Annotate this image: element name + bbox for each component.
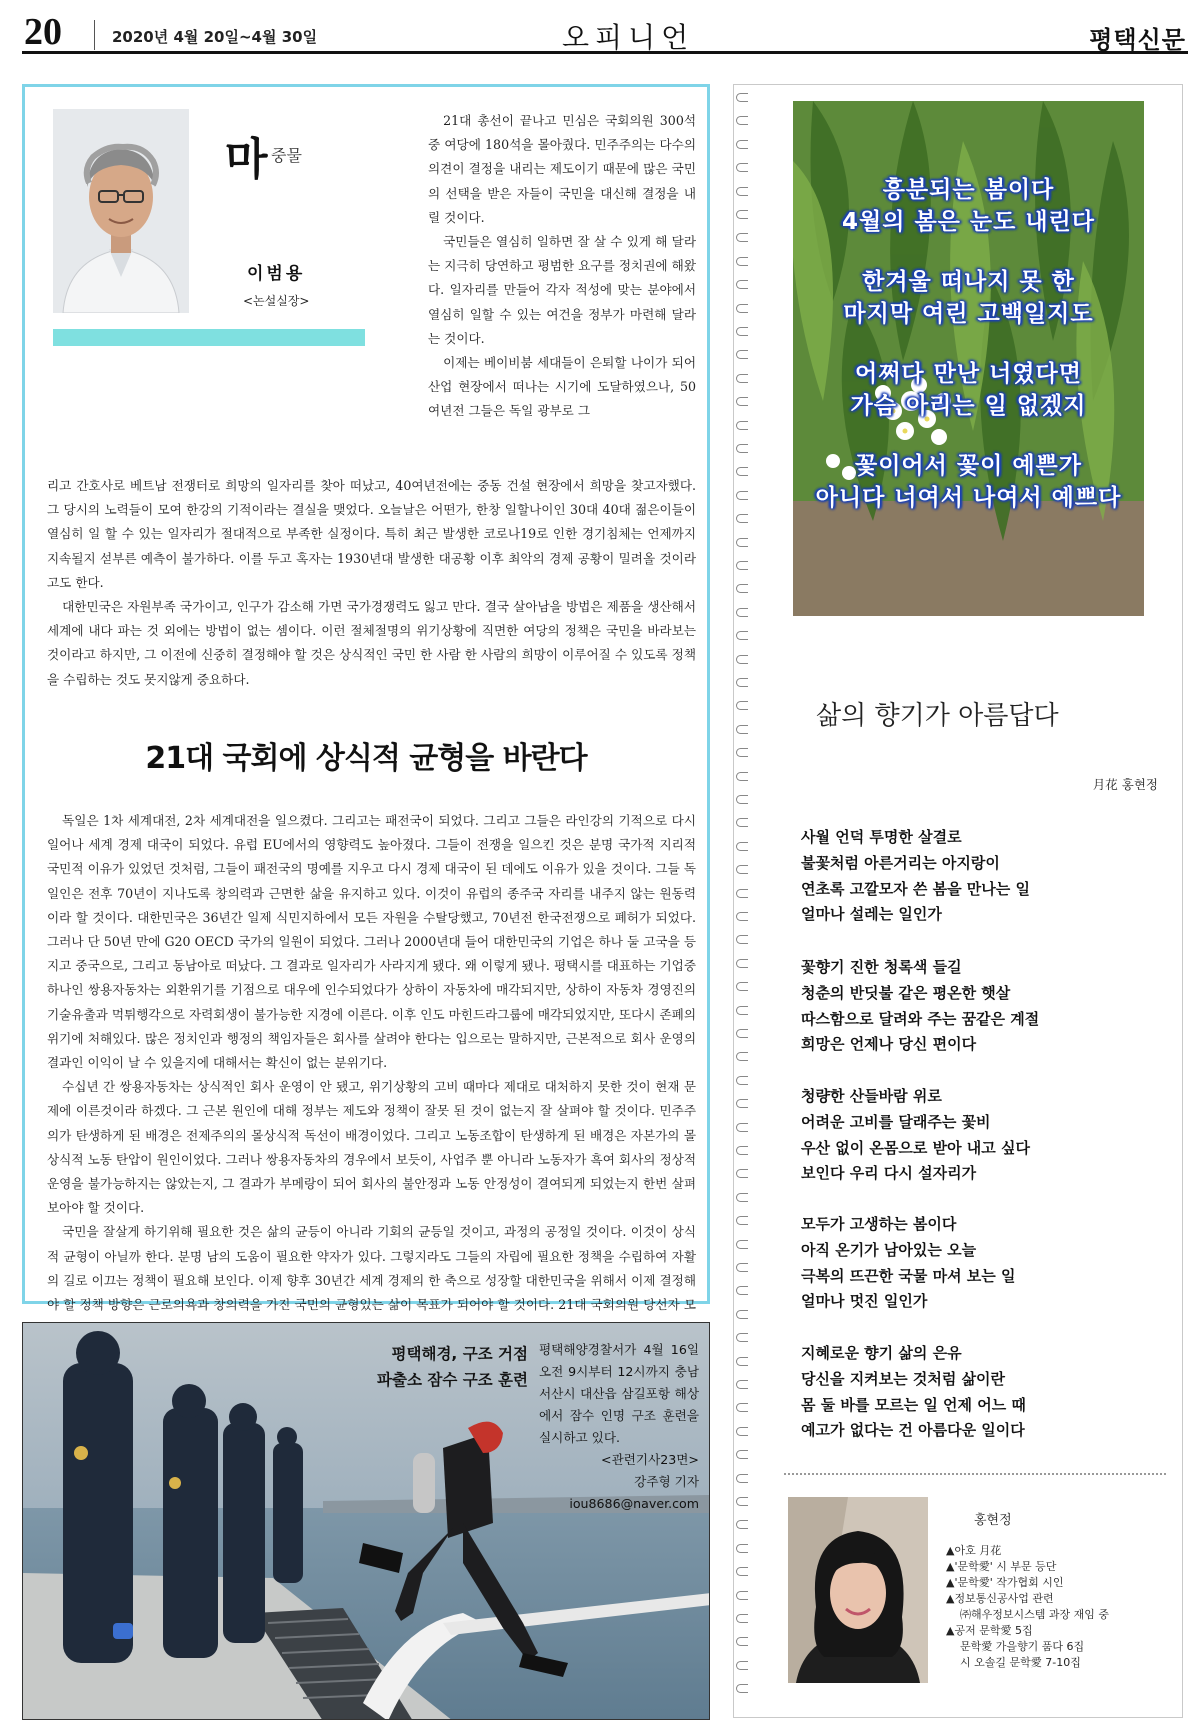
ring-icon xyxy=(736,1169,748,1178)
paragraph: 국민들은 열심히 일하면 잘 살 수 있게 해 달라는 지극히 당연하고 평범한 요구를 정치권에 해왔다. 일자리를 만들어 각자 적성에 맞는 분야에서 열심히 일할 수 있는 여건을 정부가 마련해 달라는 것이다. xyxy=(428,234,696,346)
poem-stanza xyxy=(801,825,1161,928)
ring-icon xyxy=(736,631,748,640)
ring-icon xyxy=(736,1333,748,1342)
ring-icon xyxy=(736,1006,748,1015)
poem-stanza xyxy=(801,1084,1161,1187)
ring-icon xyxy=(736,959,748,968)
ring-icon xyxy=(736,1427,748,1436)
poem-line: 희망은 언제나 당신 편이다 xyxy=(801,1035,977,1054)
ring-icon xyxy=(736,210,748,219)
photo-poem-line: 마지막 여린 고백일지도 xyxy=(843,301,1094,327)
ring-icon xyxy=(736,327,748,336)
ring-icon xyxy=(736,444,748,453)
ring-icon xyxy=(736,795,748,804)
issue-date: 2020년 4월 20일~4월 30일 xyxy=(112,28,318,46)
intro-text xyxy=(428,109,696,424)
poem-line: 모두가 고생하는 봄이다 xyxy=(801,1215,957,1233)
ring-icon xyxy=(736,1567,748,1576)
poem-stanza xyxy=(801,1212,1161,1315)
poet-bio-line: ▲'문학愛' 작가협회 시인 xyxy=(946,1576,1064,1589)
ring-icon xyxy=(736,1474,748,1483)
body-text-upper xyxy=(47,474,696,692)
photo-poem-line: 가슴 아리는 일 없겠지 xyxy=(850,393,1087,419)
ring-icon xyxy=(736,678,748,687)
photo-title xyxy=(333,1341,528,1393)
ring-icon xyxy=(736,304,748,313)
ring-icon xyxy=(736,1520,748,1529)
ring-icon xyxy=(736,1544,748,1553)
ring-icon xyxy=(736,1357,748,1366)
poet-bio-line: 문학愛 가을향기 품다 6집 xyxy=(960,1640,1085,1653)
author-name: 이범용 xyxy=(247,264,306,284)
ring-icon xyxy=(736,889,748,898)
ring-icon xyxy=(736,1052,748,1061)
poet-bio-line: ▲'문학愛' 시 부문 등단 xyxy=(946,1560,1057,1573)
poem-stanza xyxy=(801,1341,1161,1444)
ring-icon xyxy=(736,1591,748,1600)
ring-icon xyxy=(736,865,748,874)
ring-icon xyxy=(736,1614,748,1623)
ring-icon xyxy=(736,1380,748,1389)
poem-title: 삶의 향기가 아름답다 xyxy=(816,701,1059,731)
ring-icon xyxy=(736,163,748,172)
poet-bio-line: ㈜해우정보시스템 과장 재임 중 xyxy=(960,1608,1110,1621)
ring-icon xyxy=(736,1240,748,1249)
ring-icon xyxy=(736,93,748,102)
column-title: 마 xyxy=(225,134,268,185)
ring-icon xyxy=(736,818,748,827)
paragraph: 독일은 1차 세계대전, 2차 세계대전을 일으켰다. 그리고는 패전국이 되었다. 그리고 그들은 라인강의 기적으로 다시 일어나 세계 경제 대국이 되었다. 유럽 EU에서의 영향력도 높아졌다. 그들이 전쟁을 일으킨 것은 분명 국가적 지리적 국민적 이유가 있었던 것처럼, 그들이 패전국의 명예를 지우고 다시 경제 대국이 된 데에도 이유가 있을 것이다. 그들 독일인은 전후 70년이 지나도록 창의력과 근면한 삶을 유지하고 있다. 이것이 유럽의 종주국 자리를 내주지 않는 원동력이라 할 것이다. 대한민국은 36년간 일제 식민지하에서 모든 자원을 수탈당했고, 70년전 한국전쟁으로 폐허가 되었다. 그러나 단 50년 만에 G20 OECD 국가의 일원이 되었다. 그러나 2000년대 들어 대한민국의 기업은 하나 둘 고국을 등지고 중국으로, 그리고 동남아로 떠났다. 그 결과로 일자리가 사라지게 됐다. 왜 이렇게 됐나. 평택시를 대표하는 기업중 하나인 쌍용자동차는 외환위기를 기점으로 대우에 인수되었다가 상하이 자동차에 매각되지만, 상하이 자동차 경영진의 기술유출과 먹튀행각으로 자력회생이 불가능한 지경에 이른다. 이후 인도 마힌드라그룹에 매각되었지만, 또다시 존폐의 위기에 처해있다. 많은 정치인과 행정의 책임자들은 회사를 살려야 한다는 입으로는 말하지만, 근본적으로 회사 운영의 결과인 이익이 날 수 있을지에 대해서는 확신이 없는 분위기다. xyxy=(47,813,696,1071)
ring-icon xyxy=(736,538,748,547)
ring-icon xyxy=(736,725,748,734)
poet-bio xyxy=(946,1543,1176,1671)
masthead-divider xyxy=(94,20,95,50)
photo-poem-line: 아니다 너여서 나여서 예쁘다 xyxy=(815,485,1122,511)
poet-photo xyxy=(788,1497,928,1683)
poem-stanza xyxy=(801,955,1161,1058)
ring-icon xyxy=(736,1123,748,1132)
ring-icon xyxy=(736,1216,748,1225)
photo-news xyxy=(22,1322,710,1720)
ring-icon xyxy=(736,1286,748,1295)
ring-icon xyxy=(736,1497,748,1506)
poet-name: 홍현정 xyxy=(974,1513,1012,1528)
ring-icon xyxy=(736,1099,748,1108)
accent-bar xyxy=(53,329,365,346)
reporter-email[interactable]: iou8686@naver.com xyxy=(569,1496,699,1511)
photo-title-line: 평택해경, 구조 거점 xyxy=(391,1345,528,1363)
paragraph: 수십년 간 쌍용자동차는 상식적인 회사 운영이 안 됐고, 위기상황의 고비 때마다 제대로 대처하지 못한 것이 현재 문제에 이른것이라 하겠다. 그 근본 원인에 대해 정부는 제도와 정책이 잘못 된 것이 없는지 잘 살펴야 할 것이다. 민주주의가 탄생하게 된 배경은 전제주의의 몰상식적 독선이 배경이었다. 그리고 노동조합이 탄생하게 된 배경은 자본가의 몰상식적 노동 탄압이 원인이었다. 그러나 쌍용자동차의 경우에서 보듯이, 사업주 뿐 아니라 노동자가 흑여 회사의 정상적 운영을 불가능하지는 않았는지, 그 결과가 부메랑이 되어 회사의 불안정과 노동 안정성이 결여되게 되었는지 한번 살펴보아야 할 것이다. xyxy=(47,1079,696,1216)
ring-icon xyxy=(736,514,748,523)
paper-name: 평택신문 xyxy=(1089,25,1186,54)
column-title-small: 중물 xyxy=(271,146,302,165)
reporter: 강주형 기자 xyxy=(634,1474,699,1489)
ring-icon xyxy=(736,1403,748,1412)
poem-author: 月花 홍현정 xyxy=(1092,777,1158,792)
paragraph: 대한민국은 자원부족 국가이고, 인구가 감소해 가면 국가경쟁력도 잃고 만다. 결국 살아남을 방법은 제품을 생산해서 세계에 내다 파는 것 외에는 방법이 없는 셈이다. 이런 절체절명의 위기상황에 직면한 여당의 정책은 국민을 바라보는 것이라고 하지만, 그 이전에 신중히 결정해야 할 것은 상식적인 국민 한 사람 한 사람의 희망이 이루어질 수 있도록 정책을 수립하는 것도 못지않게 중요하다. xyxy=(47,599,696,687)
photo-poem-line: 흥분되는 봄이다 xyxy=(882,177,1055,203)
poem-line: 어려운 고비를 달래주는 꽃비 xyxy=(801,1112,991,1131)
ring-icon xyxy=(736,1193,748,1202)
ring-icon xyxy=(736,1263,748,1272)
author-photo xyxy=(53,109,189,313)
poem-line: 불꽃처럼 아른거리는 아지랑이 xyxy=(801,853,1000,872)
photo-poem-line: 4월의 봄은 눈도 내린다 xyxy=(842,209,1095,235)
ring-icon xyxy=(736,280,748,289)
ring-icon xyxy=(736,491,748,500)
ring-icon xyxy=(736,1146,748,1155)
ring-icon xyxy=(736,350,748,359)
poem-line: 사월 언덕 투명한 살결로 xyxy=(801,828,962,846)
ring-icon xyxy=(736,467,748,476)
ring-icon xyxy=(736,772,748,781)
ring-icon xyxy=(736,1029,748,1038)
ring-icon xyxy=(736,116,748,125)
ring-icon xyxy=(736,561,748,570)
body-text-lower xyxy=(47,809,696,1341)
dotted-divider xyxy=(784,1473,1166,1475)
opinion-column xyxy=(22,84,710,1313)
poem-line: 예고가 없다는 건 아름다운 일이다 xyxy=(801,1421,1025,1440)
paragraph: 국민을 잘살게 하기위해 필요한 것은 삶의 균등이 아니라 기회의 균등일 것이고, 과정의 공정일 것이다. 이것이 상식적 균형이 아닐까 한다. 분명 남의 도움이 필요한 약자가 있다. 그렇지라도 그들의 자립에 필요한 정책을 수립하여 자활의 길로 이끄는 정책이 필요해 보인다. 이제 향후 30년간 세계 경제의 한 축으로 성장할 대한민국을 위해서 이제 결정해야 할 정책 방향은 근로의욕과 창의력을 가진 국민의 균형있는 삶이 목표가 되어야 할 것이다. 21대 국회의원 당선자 모 xyxy=(47,1224,696,1313)
ring-icon xyxy=(736,1450,748,1459)
related-article: <관련기사23면> xyxy=(601,1452,699,1467)
ring-icon xyxy=(736,1637,748,1646)
paragraph: 리고 간호사로 베트남 전쟁터로 희망의 일자리를 찾아 떠났고, 40여년전에는 중동 건설 현장에서 희망을 찾고자했다. 그 당시의 노력들이 모여 한강의 기적이라는 결실을 맺었다. 오늘날은 어떤가, 한창 일할나이인 30대 40대 젊은이들이 열심히 일 할 수 있는 일자리가 절대적으로 부족한 실정이다. 특히 최근 발생한 코로나19로 인한 경기침체는 언제까지 지속될지 섣부른 예측이 불가하다. 이를 두고 혹자는 1930년대 발생한 대공황 이후 최악의 경제 공황이 밀려올 것이라고도 한다. xyxy=(47,478,696,590)
poem-line: 얼마나 설레는 일인가 xyxy=(801,905,942,924)
ring-icon xyxy=(736,608,748,617)
ring-icon xyxy=(736,233,748,242)
photo-poem-line: 어쩌다 만난 너였다면 xyxy=(855,361,1082,387)
ring-icon xyxy=(736,1661,748,1670)
ring-icon xyxy=(736,1684,748,1693)
headline: 21대 국회에 상식적 균형을 바란다 xyxy=(145,741,587,776)
poem-line: 청량한 산들바람 위로 xyxy=(801,1087,942,1105)
poem-line: 얼마나 멋진 일인가 xyxy=(801,1292,928,1311)
page-number: 20 xyxy=(24,11,62,53)
ring-icon xyxy=(736,701,748,710)
ring-icon xyxy=(736,397,748,406)
poem-line: 우산 없이 온몸으로 받아 내고 싶다 xyxy=(801,1138,1030,1157)
photo-title-line: 파출소 잠수 구조 훈련 xyxy=(377,1371,528,1389)
poet-bio-line: ▲정보통신공사업 관련 xyxy=(946,1592,1054,1605)
poem-photo xyxy=(793,101,1144,616)
poem-line: 꽃향기 진한 청록색 들길 xyxy=(801,958,962,976)
ring-icon xyxy=(736,421,748,430)
ring-icon xyxy=(736,584,748,593)
author-role: <논설실장> xyxy=(243,294,310,308)
ring-icon xyxy=(736,140,748,149)
poem-line: 지혜로운 향기 삶의 은유 xyxy=(801,1344,962,1362)
poem-page xyxy=(733,84,1183,1718)
poem-line: 따스함으로 달려와 주는 꿈같은 계절 xyxy=(801,1009,1040,1028)
section-name: 오피니언 xyxy=(562,21,695,54)
poet-bio-line: 시 오솔길 문학愛 7-10집 xyxy=(960,1656,1081,1669)
poet-bio-line: ▲공저 문학愛 5집 xyxy=(946,1624,1033,1637)
caption-text: 평택해양경찰서가 4월 16일 오전 9시부터 12시까지 충남 서산시 대산읍 삼길포항 해상에서 잠수 인명 구조 훈련을 실시하고 있다. xyxy=(539,1342,699,1445)
poem-line: 청춘의 반딧불 같은 평온한 햇살 xyxy=(801,983,1011,1002)
ring-icon xyxy=(736,842,748,851)
paragraph: 21대 총선이 끝나고 민심은 국회의원 300석 중 여당에 180석을 몰아줬다. 민주주의는 다수의 의견이 결정을 내리는 제도이기 때문에 많은 국민의 선택을 받은 자들이 국민을 대신해 결정을 내릴 것이다. xyxy=(428,113,696,225)
ring-icon xyxy=(736,912,748,921)
ring-icon xyxy=(736,655,748,664)
photo-caption xyxy=(539,1339,699,1515)
ring-icon xyxy=(736,374,748,383)
masthead xyxy=(22,11,1188,54)
ring-icon xyxy=(736,748,748,757)
ring-icon xyxy=(736,257,748,266)
poem-line: 극복의 뜨끈한 국물 마셔 보는 일 xyxy=(801,1266,1016,1285)
ring-icon xyxy=(736,935,748,944)
ring-icon xyxy=(736,982,748,991)
poem-line: 보인다 우리 다시 설자리가 xyxy=(801,1164,977,1183)
paragraph: 이제는 베이비붐 세대들이 은퇴할 나이가 되어 산업 현장에서 떠나는 시기에 도달하였으나, 50여년전 그들은 독일 광부로 그 xyxy=(428,355,696,419)
notebook-rings xyxy=(736,93,750,1713)
ring-icon xyxy=(736,1076,748,1085)
ring-icon xyxy=(736,187,748,196)
ring-icon xyxy=(736,1310,748,1319)
poem-line: 몸 둘 바를 모르는 일 언제 어느 때 xyxy=(801,1395,1026,1414)
poet-bio-line: ▲아호 月花 xyxy=(946,1544,1002,1557)
poem-line: 아직 온기가 남아있는 오늘 xyxy=(801,1240,977,1259)
poem-line: 연초록 고깔모자 쓴 봄을 만나는 일 xyxy=(801,879,1030,898)
photo-poem-line: 꽃이어서 꽃이 예쁜가 xyxy=(855,453,1082,479)
poem-line: 당신을 지켜보는 것처럼 삶이란 xyxy=(801,1369,1006,1388)
photo-poem-line: 한겨울 떠나지 못 한 xyxy=(862,269,1075,295)
